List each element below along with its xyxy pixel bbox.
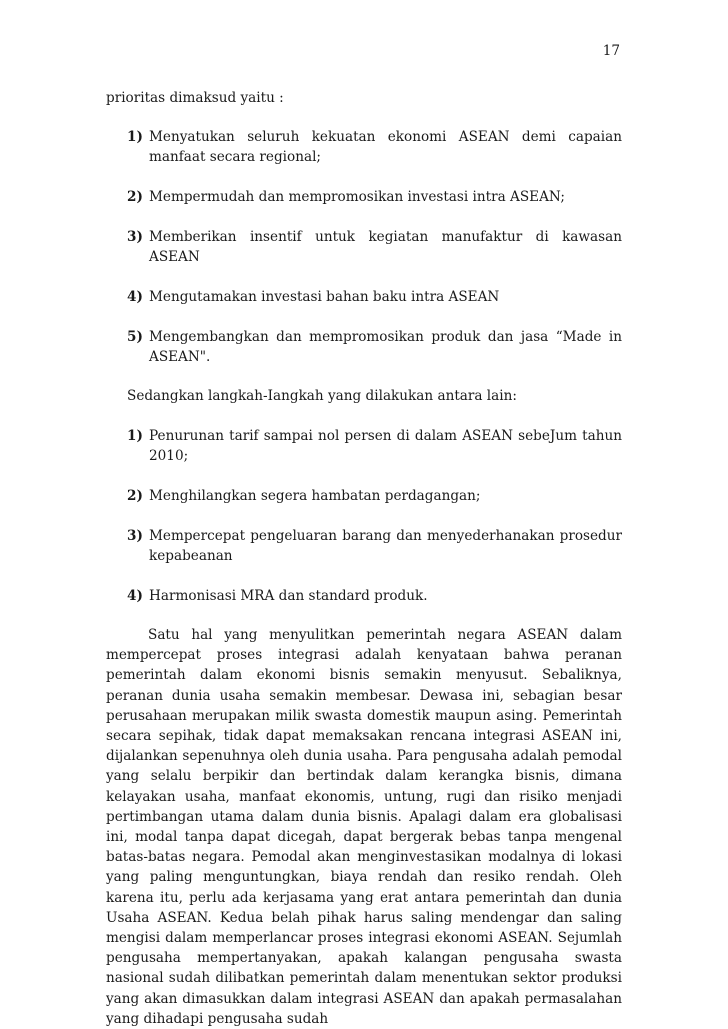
list-item — [106, 486, 622, 506]
list-item — [106, 426, 622, 466]
list-number: 1) — [127, 129, 143, 145]
list-number: 3) — [127, 229, 143, 245]
steps-list — [106, 426, 622, 606]
list-item-text: Memberikan insentif untuk kegiatan manufaktur di kawasan ASEAN — [149, 229, 622, 265]
list-number: 1) — [127, 428, 143, 444]
priorities-list — [106, 127, 622, 367]
list-number: 4) — [127, 289, 143, 305]
list-number: 3) — [127, 528, 143, 544]
list-number: 2) — [127, 488, 143, 504]
list-item-text: Menghilangkan segera hambatan perdagangan; — [149, 488, 481, 504]
page-body — [106, 88, 622, 1029]
list-item — [106, 287, 622, 307]
list-item — [106, 327, 622, 367]
intro-text: prioritas dimaksud yaitu : — [106, 90, 284, 106]
list-item-text: Penurunan tarif sampai nol persen di dalam ASEAN sebeJum tahun 2010; — [149, 428, 622, 464]
list-number: 4) — [127, 588, 143, 604]
list-item — [106, 127, 622, 167]
list-item — [106, 187, 622, 207]
list-item — [106, 586, 622, 606]
steps-intro: Sedangkan langkah-Iangkah yang dilakukan antara lain: — [127, 388, 517, 404]
list-item-text: Menyatukan seluruh kekuatan ekonomi ASEAN demi capaian manfaat secara regional; — [149, 129, 622, 165]
list-number: 2) — [127, 189, 143, 205]
body-paragraph: Satu hal yang menyulitkan pemerintah negara ASEAN dalam mempercepat proses integrasi adalah kenyataan bahwa peranan pemerintah dalam ekonomi bisnis semakin menyusut. Sebaliknya, peranan dunia usaha semakin membesar. Dewasa ini, sebagian besar perusahaan merupakan milik swasta domestik maupun asing. Pemerintah secara sepihak, tidak dapat memaksakan rencana integrasi ASEAN ini, dijalankan sepenuhnya oleh dunia usaha. Para pengusaha adalah pemodal yang selalu berpikir dan bertindak dalam kerangka bisnis, dimana kelayakan usaha, manfaat ekonomis, untung, rugi dan risiko menjadi pertimbangan utama dalam dunia bisnis. Apalagi dalam era globalisasi ini, modal tanpa dapat dicegah, dapat bergerak bebas tanpa mengenal batas-batas negara. Pemodal akan menginvestasikan modalnya di lokasi yang paling menguntungkan, biaya rendah dan resiko rendah. Oleh karena itu, perlu ada kerjasama yang erat antara pemerintah dan dunia Usaha ASEAN. Kedua belah pihak harus saling mendengar dan saling mengisi dalam memperlancar proses integrasi ekonomi ASEAN. Sejumlah pengusaha mempertanyakan, apakah kalangan pengusaha swasta nasional sudah dilibatkan pemerintah dalam menentukan sektor produksi yang akan dimasukkan dalam integrasi ASEAN dan apakah permasalahan yang dihadapi pengusaha sudah — [106, 627, 622, 1027]
list-item-text: Mempercepat pengeluaran barang dan menyederhanakan prosedur kepabeanan — [149, 528, 622, 564]
list-item-text: Mengutamakan investasi bahan baku intra ASEAN — [149, 289, 500, 305]
list-item — [106, 227, 622, 267]
list-item-text: Mengembangkan dan mempromosikan produk dan jasa “Made in ASEAN". — [149, 329, 622, 365]
list-item-text: Harmonisasi MRA dan standard produk. — [149, 588, 428, 604]
list-number: 5) — [127, 329, 143, 345]
list-item — [106, 526, 622, 566]
page-number: 17 — [602, 43, 620, 59]
list-item-text: Mempermudah dan mempromosikan investasi intra ASEAN; — [149, 189, 565, 205]
